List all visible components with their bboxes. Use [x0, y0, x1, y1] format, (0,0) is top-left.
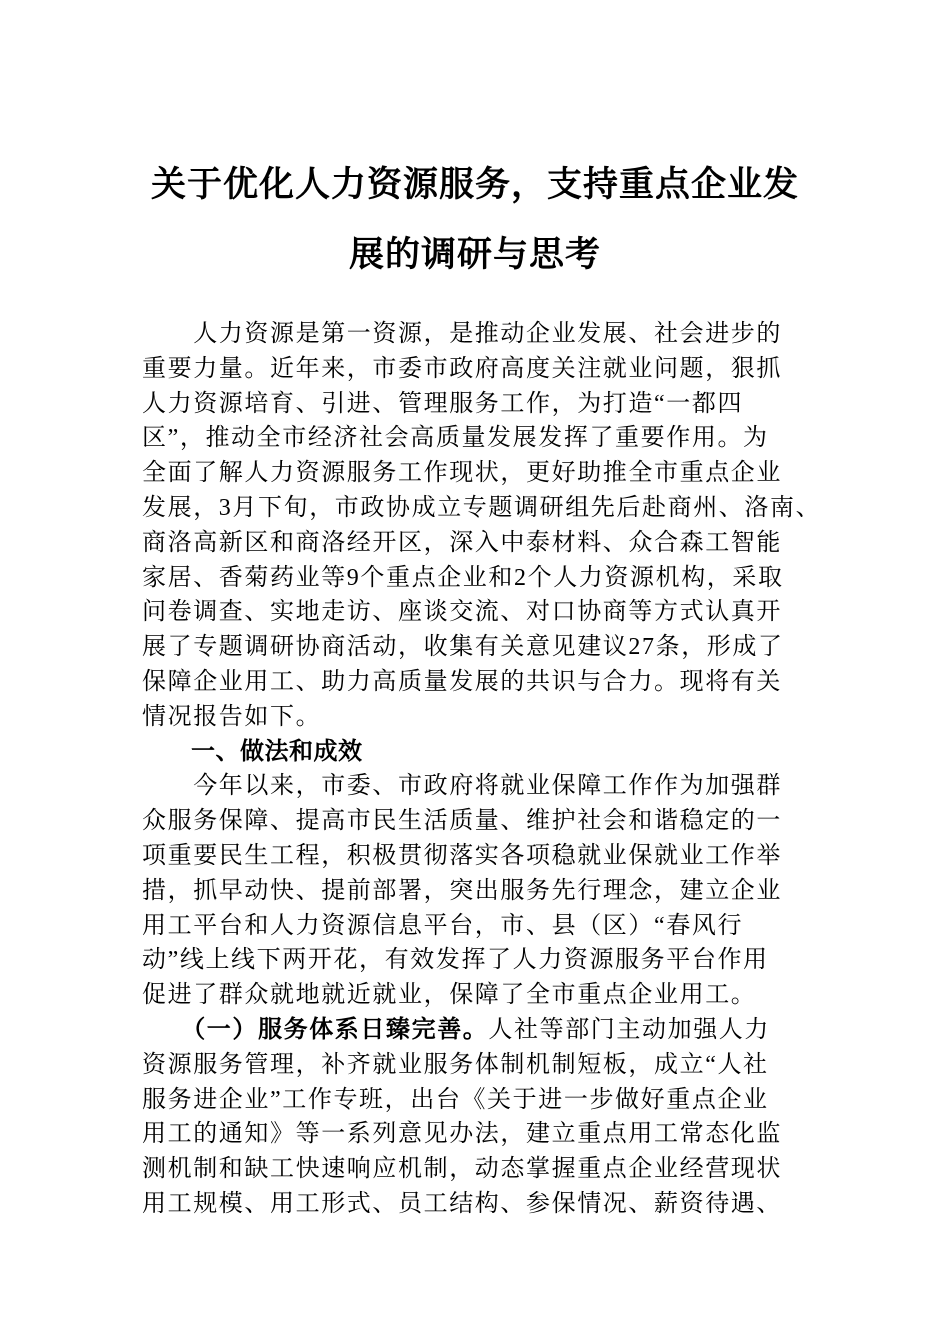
text-line: 重要力量。近年来，市委市政府高度关注就业问题，狠抓 — [142, 355, 782, 382]
text-line: 用工的通知》等一系列意见办法，建立重点用工常态化监 — [142, 1121, 782, 1148]
text-line: 今年以来，市委、市政府将就业保障工作作为加强群 — [142, 773, 782, 800]
text-line: 众服务保障、提高市民生活质量、维护社会和谐稳定的一 — [142, 808, 782, 835]
text-line: 项重要民生工程，积极贯彻落实各项稳就业保就业工作举 — [142, 842, 782, 869]
text-line: 用工规模、用工形式、员工结构、参保情况、薪资待遇、 — [142, 1190, 782, 1217]
document-body — [142, 317, 832, 1222]
sub-section-1-paragraph — [142, 1048, 832, 1222]
text-line: 测机制和缺工快速响应机制，动态掌握重点企业经营现状 — [142, 1156, 782, 1183]
text-line: 人力资源培育、引进、管理服务工作，为打造“一都四 — [142, 390, 744, 417]
text-line: 全面了解人力资源服务工作现状，更好助推全市重点企业 — [142, 460, 782, 487]
text-line: 服务进企业”工作专班，出台《关于进一步做好重点企业 — [142, 1086, 769, 1113]
text-line: 措，抓早动快、提前部署，突出服务先行理念，建立企业 — [142, 877, 782, 904]
text-line: 商洛高新区和商洛经开区，深入中泰材料、众合森工智能 — [142, 529, 782, 556]
paragraph-2 — [142, 769, 832, 1013]
text-line: 用工平台和人力资源信息平台，市、县（区）“春风行 — [142, 912, 744, 939]
text-line: 人力资源是第一资源，是推动企业发展、社会进步的 — [142, 321, 782, 347]
document-title — [138, 150, 812, 290]
document-title-line-2: 展的调研与思考 — [348, 235, 601, 274]
document-title-line-1: 关于优化人力资源服务，支持重点企业发 — [150, 165, 799, 204]
paragraph-1 — [142, 317, 832, 735]
sub-section-1-first-line-rest: 人社等部门主动加强人力 — [488, 1016, 771, 1043]
text-line: 情况报告如下。 — [142, 703, 322, 730]
text-line: 动”线上线下两开花，有效发挥了人力资源服务平台作用 — [142, 947, 769, 974]
text-line: 区”，推动全市经济社会高质量发展发挥了重要作用。为 — [142, 425, 769, 452]
text-line: 发展，3月下旬，市政协成立专题调研组先后赴商州、洛南、 — [142, 494, 822, 521]
text-line: 展了专题调研协商活动，收集有关意见建议27条，形成了 — [142, 634, 784, 661]
section-heading-1: 一、做法和成效 — [142, 737, 363, 765]
text-line: 促进了群众就地就近就业，保障了全市重点企业用工。 — [142, 982, 757, 1009]
text-line: 资源服务管理，补齐就业服务体制机制短板，成立“人社 — [142, 1051, 769, 1078]
text-line: 问卷调查、实地走访、座谈交流、对口协商等方式认真开 — [142, 599, 782, 626]
sub-section-1-heading: （一）服务体系日臻完善。 — [142, 1016, 489, 1043]
text-line: 保障企业用工、助力高质量发展的共识与合力。现将有关 — [142, 668, 782, 695]
sub-section-1-first-line — [142, 1013, 832, 1048]
text-line: 家居、香菊药业等9个重点企业和2个人力资源机构，采取 — [142, 564, 784, 591]
